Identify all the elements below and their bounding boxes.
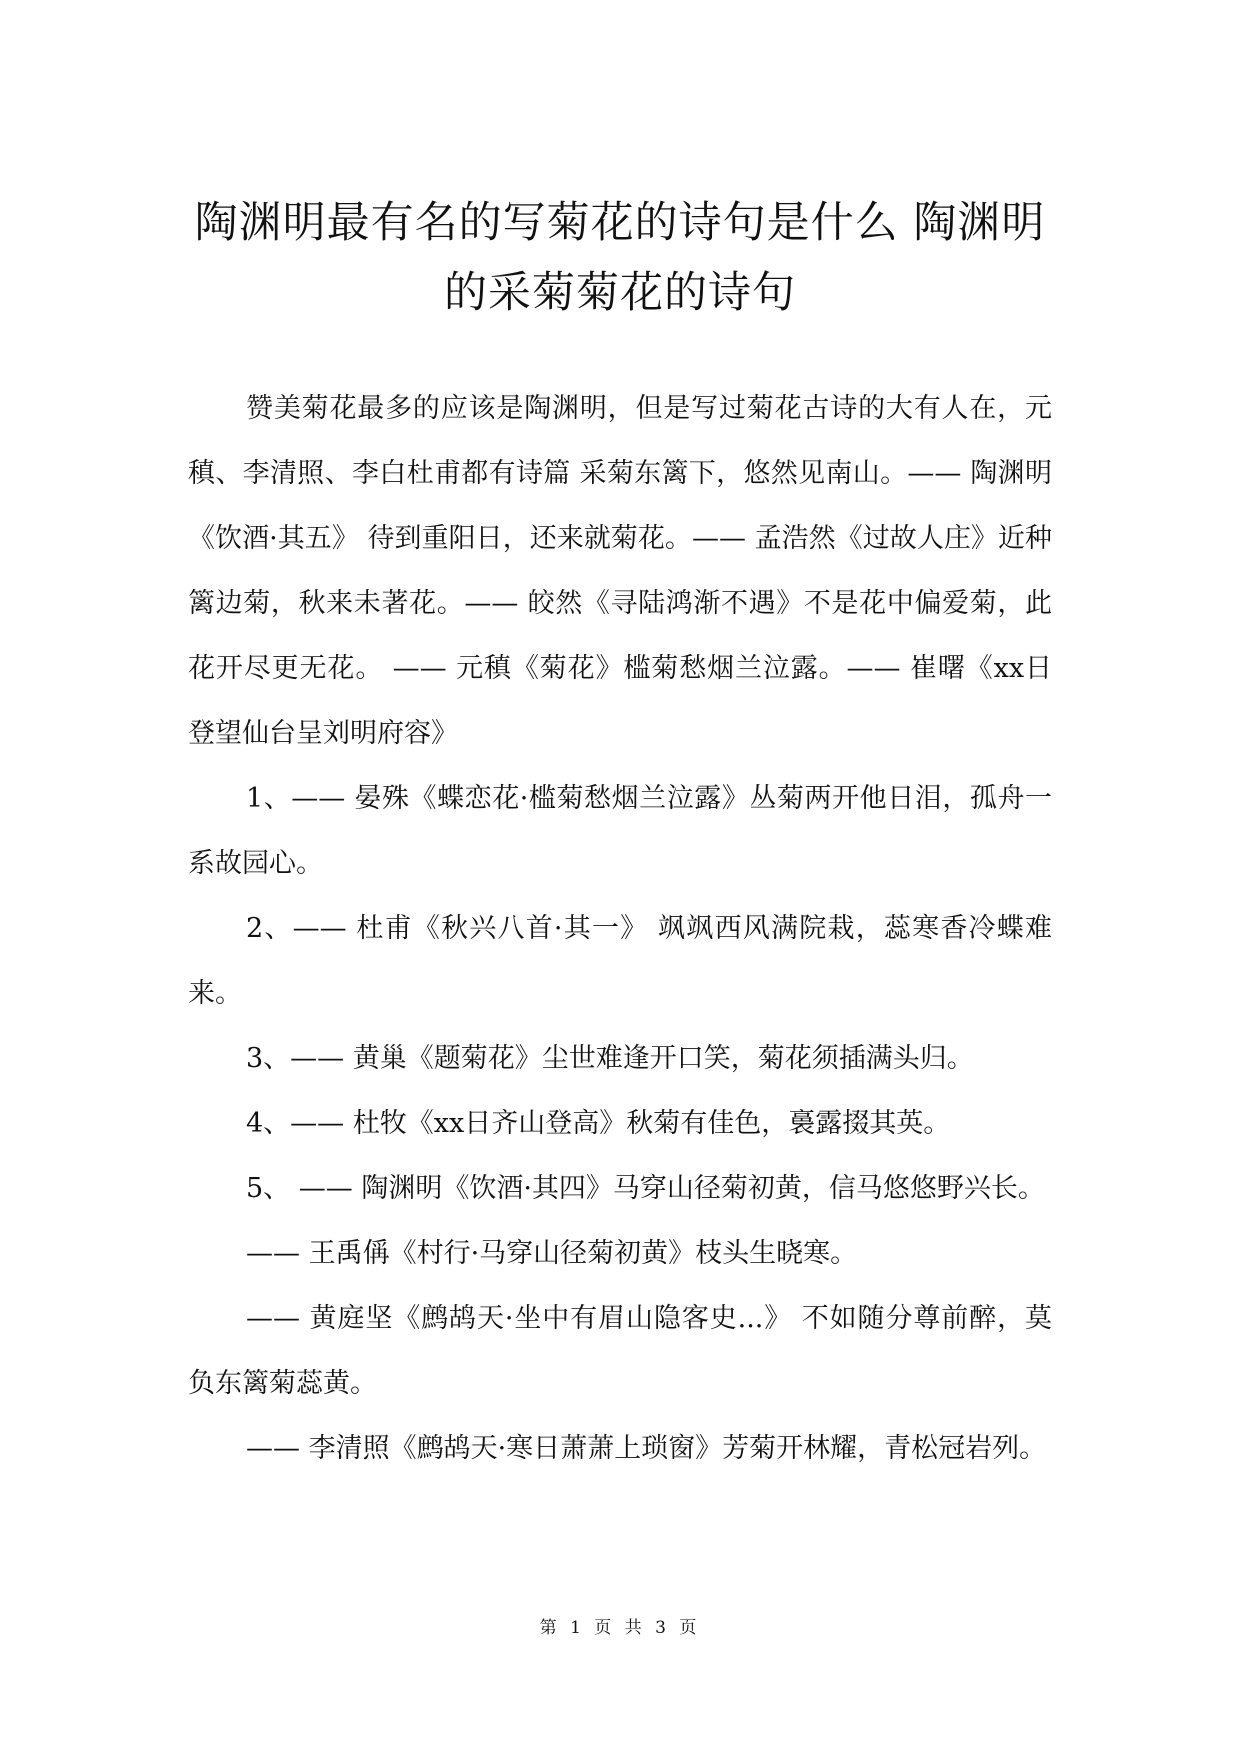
paragraph-item-2: 2、—— 杜甫《秋兴八首·其一》 飒飒西风满院栽，蕊寒香冷蝶难来。 [188, 913, 1052, 1009]
paragraph-quote-wang: —— 王禹偁《村行·马穿山径菊初黄》枝头生晓寒。 [246, 1238, 858, 1269]
document-body [188, 376, 1052, 1481]
paragraph-item-5: 5、 —— 陶渊明《饮酒·其四》马穿山径菊初黄，信马悠悠野兴长。 [246, 1173, 1045, 1204]
paragraph-item-3: 3、—— 黄巢《题菊花》尘世难逢开口笑，菊花须插满头归。 [246, 1043, 974, 1074]
paragraph-quote-huang: —— 黄庭坚《鹧鸪天·坐中有眉山隐客史...》 不如随分尊前醉，莫负东篱菊蕊黄。 [188, 1303, 1052, 1399]
paragraph-intro: 赞美菊花最多的应该是陶渊明，但是写过菊花古诗的大有人在，元稹、李清照、李白杜甫都有诗篇 采菊东篱下，悠然见南山。—— 陶渊明《饮酒·其五》 待到重阳日，还来就菊花。—— 孟浩然《过故人庄》近种篱边菊，秋来未著花。—— 皎然《寻陆鸿渐不遇》不是花中偏爱菊，此花开尽更无花。 —— 元稹《菊花》槛菊愁烟兰泣露。—— 崔曙《xx日登望仙台呈刘明府容》 [188, 393, 1052, 749]
page-number: 第 1 页 共 3 页 [539, 1618, 701, 1638]
paragraph-quote-li: —— 李清照《鹧鸪天·寒日萧萧上琐窗》芳菊开林耀，青松冠岩列。 [246, 1433, 1047, 1464]
paragraph-item-1: 1、—— 晏殊《蝶恋花·槛菊愁烟兰泣露》丛菊两开他日泪，孤舟一系故园心。 [188, 783, 1052, 879]
paragraph-item-4: 4、—— 杜牧《xx日齐山登高》秋菊有佳色，裛露掇其英。 [246, 1108, 951, 1139]
page-title: 陶渊明最有名的写菊花的诗句是什么 陶渊明的采菊菊花的诗句 [194, 198, 1046, 318]
